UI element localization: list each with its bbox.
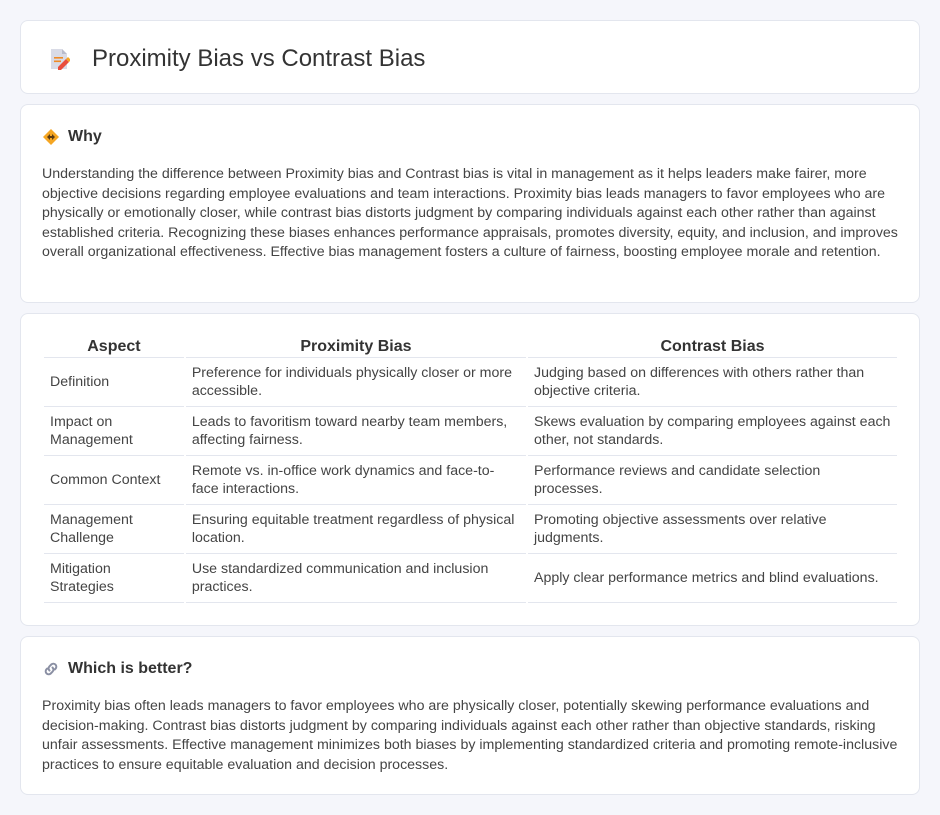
table-row [44, 456, 897, 505]
table-cell: Mitigation Strategies [44, 554, 184, 603]
diamond-arrows-icon [42, 128, 60, 146]
page-title: Proximity Bias vs Contrast Bias [92, 45, 426, 72]
table-cell: Ensuring equitable treatment regardless of physical location. [186, 505, 526, 554]
column-header: Contrast Bias [528, 336, 897, 358]
why-heading-label: Why [68, 128, 102, 145]
column-header: Aspect [44, 336, 184, 358]
table-cell: Performance reviews and candidate selection processes. [528, 456, 897, 505]
why-text: Understanding the difference between Proximity bias and Contrast bias is vital in management as it helps leaders make fairer, more objective decisions regarding employee evaluations and team interactions. Proximity bias leads managers to favor employees who are physically or emotionally closer, while contrast bias distorts judgment by comparing individuals against each other rather than against established criteria. Recognizing these biases enhances performance appraisals, promotes diversity, equity, and inclusion, and improves overall organizational effectiveness. Effective bias management fosters a culture of fairness, boosting employee morale and retention. [42, 166, 898, 260]
which-is-better-card [20, 636, 920, 795]
table-cell: Judging based on differences with others rather than objective criteria. [528, 358, 897, 407]
comparison-table [42, 336, 899, 603]
table-cell: Impact on Management [44, 407, 184, 456]
table-row [44, 358, 897, 407]
table-cell: Leads to favoritism toward nearby team members, affecting fairness. [186, 407, 526, 456]
link-icon [42, 660, 60, 678]
column-header: Proximity Bias [186, 336, 526, 358]
document-pencil-icon [48, 47, 70, 71]
table-row [44, 407, 897, 456]
table-row [44, 505, 897, 554]
header-card [20, 20, 920, 94]
why-card [20, 104, 920, 303]
table-cell: Skews evaluation by comparing employees against each other, not standards. [528, 407, 897, 456]
table-cell: Use standardized communication and inclusion practices. [186, 554, 526, 603]
better-heading-label: Which is better? [68, 660, 193, 677]
table-cell: Common Context [44, 456, 184, 505]
better-text: Proximity bias often leads managers to favor employees who are physically closer, potentially skewing performance evaluations and decision-making. Contrast bias distorts judgment by comparing individuals against each other rather than objective standards, risking unfair assessments. Effective management minimizes both biases by implementing standardized criteria and promoting remote-inclusive practices to ensure equitable evaluation and decision processes. [42, 698, 898, 773]
table-cell: Management Challenge [44, 505, 184, 554]
better-heading [42, 659, 192, 679]
table-row [44, 554, 897, 603]
table-cell: Definition [44, 358, 184, 407]
table-cell: Preference for individuals physically closer or more accessible. [186, 358, 526, 407]
comparison-card [20, 313, 920, 626]
table-cell: Apply clear performance metrics and blind evaluations. [528, 554, 897, 603]
table-cell: Promoting objective assessments over relative judgments. [528, 505, 897, 554]
why-heading [42, 127, 102, 147]
table-cell: Remote vs. in-office work dynamics and face-to-face interactions. [186, 456, 526, 505]
table-header-row [44, 336, 897, 358]
